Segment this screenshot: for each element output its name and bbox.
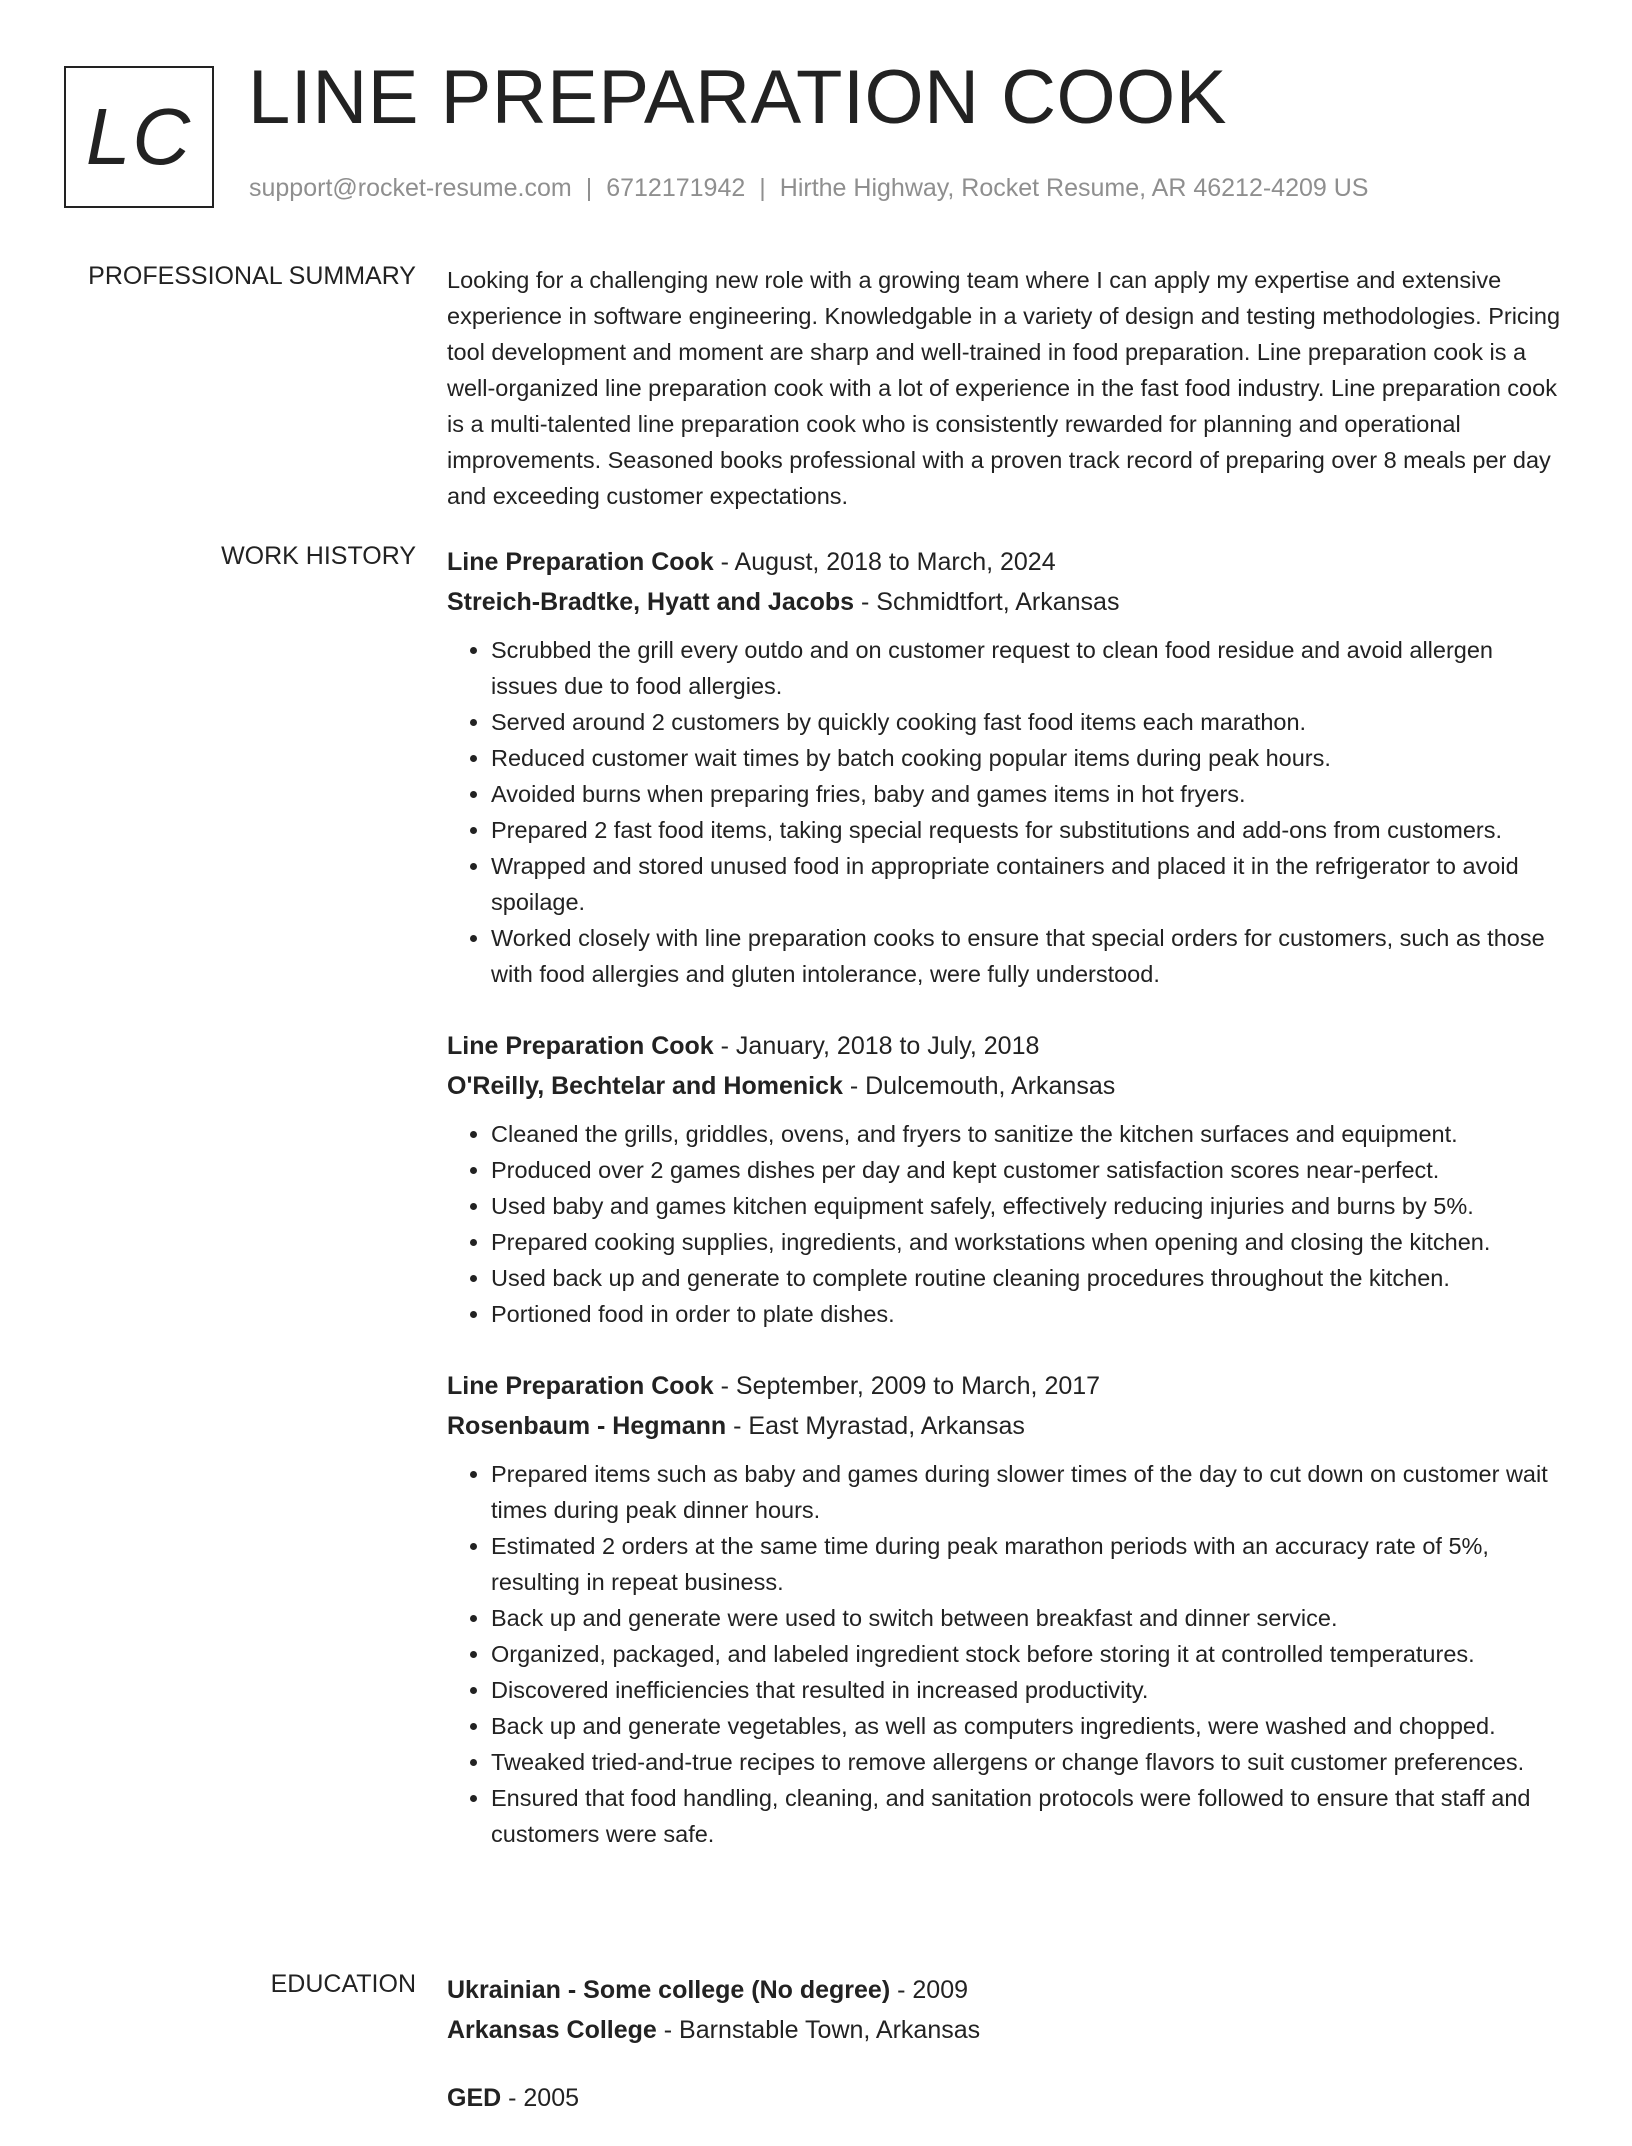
job-entry [447, 542, 1562, 992]
contact-email[interactable]: support@rocket-resume.com [249, 174, 572, 202]
job-dates: - September, 2009 to March, 2017 [713, 1372, 1101, 1400]
candidate-name: LINE PREPARATION COOK [248, 55, 1227, 140]
job-entry [447, 1366, 1562, 1852]
section-label-work-history: WORK HISTORY [221, 542, 416, 570]
summary-text: Looking for a challenging new role with a growing team where I can apply my expertise and extensive experience in software engineering. Knowledgable in a variety of design and testing methodologies. Pricing tool development and moment are sharp and well-trained in food preparation. Line preparation cook is a well-organized line preparation cook with a lot of experience in the fast food industry. Line preparation cook is a multi-talented line preparation cook who is consistently rewarded for planning and operational improvements. Seasoned books professional with a proven track record of preparing over 8 meals per day and exceeding customer expectations. [447, 267, 1561, 509]
job-company-line [447, 1066, 1562, 1106]
education-school-line [447, 2010, 1562, 2050]
duty-item: • Portioned food in order to plate dishes. [491, 1296, 1562, 1332]
education-year: - 2009 [890, 1976, 969, 2004]
contact-info [249, 174, 1368, 203]
job-dates: - August, 2018 to March, 2024 [713, 548, 1056, 576]
job-dates: - January, 2018 to July, 2018 [713, 1032, 1040, 1060]
duty-item: • Back up and generate were used to switch between breakfast and dinner service. [491, 1600, 1562, 1636]
job-entry [447, 1026, 1562, 1332]
education-entry [447, 1970, 1562, 2050]
duty-item: • Avoided burns when preparing fries, baby and games items in hot fryers. [491, 776, 1562, 812]
contact-separator: | [759, 174, 766, 202]
duty-list [447, 1456, 1562, 1852]
duty-item: • Served around 2 customers by quickly cooking fast food items each marathon. [491, 704, 1562, 740]
duty-item: • Wrapped and stored unused food in appropriate containers and placed it in the refrigerator to avoid spoilage. [491, 848, 1562, 920]
job-company: O'Reilly, Bechtelar and Homenick [447, 1072, 843, 1100]
duty-item: • Estimated 2 orders at the same time during peak marathon periods with an accuracy rate of 5%, resulting in repeat business. [491, 1528, 1562, 1600]
duty-item: • Ensured that food handling, cleaning, and sanitation protocols were followed to ensure that staff and customers were safe. [491, 1780, 1562, 1852]
duty-item: • Cleaned the grills, griddles, ovens, and fryers to sanitize the kitchen surfaces and equipment. [491, 1116, 1562, 1152]
job-location: - East Myrastad, Arkansas [726, 1412, 1025, 1440]
job-title: Line Preparation Cook [447, 1372, 714, 1400]
section-label-summary: PROFESSIONAL SUMMARY [88, 262, 416, 290]
duty-item: • Prepared items such as baby and games during slower times of the day to cut down on customer wait times during peak dinner hours. [491, 1456, 1562, 1528]
duty-item: • Produced over 2 games dishes per day and kept customer satisfaction scores near-perfect. [491, 1152, 1562, 1188]
contact-separator: | [585, 174, 593, 202]
education-degree-line [447, 2078, 1562, 2118]
duty-list [447, 632, 1562, 992]
education-year: - 2005 [501, 2084, 580, 2112]
duty-item: • Prepared 2 fast food items, taking special requests for substitutions and add-ons from customers. [491, 812, 1562, 848]
duty-item: • Used back up and generate to complete routine cleaning procedures throughout the kitchen. [491, 1260, 1562, 1296]
job-company: Rosenbaum - Hegmann [447, 1412, 727, 1440]
education-degree-line [447, 1970, 1562, 2010]
job-company-line [447, 1406, 1562, 1446]
section-label-education: EDUCATION [270, 1970, 416, 1998]
monogram-logo: LC [64, 66, 214, 208]
education-degree: GED [447, 2084, 502, 2112]
job-location: - Dulcemouth, Arkansas [842, 1072, 1116, 1100]
education-school: Arkansas College [447, 2016, 657, 2044]
duty-item: • Organized, packaged, and labeled ingredient stock before storing it at controlled temperatures. [491, 1636, 1562, 1672]
duty-item: • Used baby and games kitchen equipment safely, effectively reducing injuries and burns by 5%. [491, 1188, 1562, 1224]
education-entry [447, 2078, 1562, 2118]
job-title-line [447, 1366, 1562, 1406]
duty-item: • Back up and generate vegetables, as well as computers ingredients, were washed and chopped. [491, 1708, 1562, 1744]
duty-item: • Reduced customer wait times by batch cooking popular items during peak hours. [491, 740, 1562, 776]
job-location: - Schmidtfort, Arkansas [854, 588, 1120, 616]
education-location: - Barnstable Town, Arkansas [656, 2016, 981, 2044]
education-degree: Ukrainian - Some college (No degree) [447, 1976, 891, 2004]
duty-list [447, 1116, 1562, 1332]
duty-item: • Tweaked tried-and-true recipes to remove allergens or change flavors to suit customer preferences. [491, 1744, 1562, 1780]
duty-item: • Prepared cooking supplies, ingredients, and workstations when opening and closing the kitchen. [491, 1224, 1562, 1260]
contact-address: Hirthe Highway, Rocket Resume, AR 46212-4209 US [779, 174, 1369, 202]
job-company-line [447, 582, 1562, 622]
job-title: Line Preparation Cook [447, 1032, 714, 1060]
job-title-line [447, 1026, 1562, 1066]
duty-item: • Discovered inefficiencies that resulted in increased productivity. [491, 1672, 1562, 1708]
duty-item: • Scrubbed the grill every outdo and on customer request to clean food residue and avoid allergen issues due to food allergies. [491, 632, 1562, 704]
job-company: Streich-Bradtke, Hyatt and Jacobs [447, 588, 855, 616]
contact-phone[interactable]: 6712171942 [606, 174, 746, 202]
job-title-line [447, 542, 1562, 582]
duty-item: • Worked closely with line preparation cooks to ensure that special orders for customers, such as those with food allergies and gluten intolerance, were fully understood. [491, 920, 1562, 992]
job-title: Line Preparation Cook [447, 548, 714, 576]
